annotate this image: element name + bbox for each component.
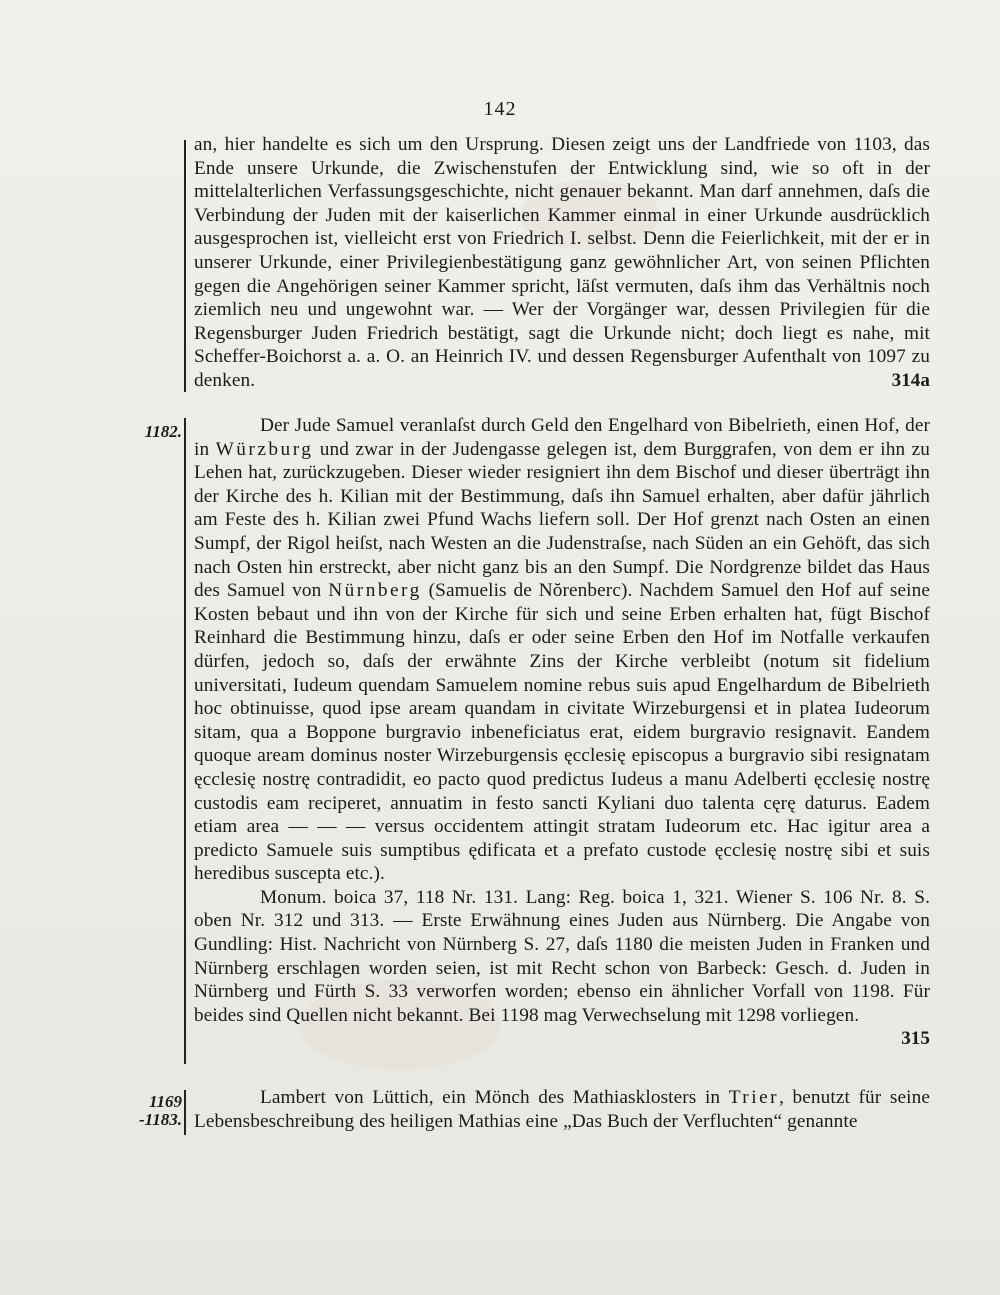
section-314a [194,133,930,393]
section-315 [194,414,930,1051]
place-trier: Trier [728,1087,780,1108]
place-nuernberg: Nürnberg [328,580,422,602]
paragraph-text: an, hier handelte es sich um den Ursprung. Diesen zeigt uns der Landfriede von 1103, das Ende unsere Urkunde, die Zwischenstufen der Entwicklung sind, wie so oft in der mittelalterlichen Verfassungsgeschichte, nicht genauer bekannt. Man darf annehmen, daſs die Verbindung der Juden mit der kaiserlichen Kammer einmal in einer Urkunde ausdrücklich ausgesprochen ist, vielleicht erst von Friedrich I. selbst. Denn die Feierlichkeit, mit der er in unserer Urkunde, einer Privilegienbestätigung ganz gewöhnlicher Art, von seinen Pflichten gegen die Angehörigen seiner Kammer spricht, läſst vermuten, daſs ihm das Verhältnis noch ziemlich neu und ungewohnt war. — Wer der Vorgänger war, dessen Privilegien für die Regensburger Juden Friedrich bestätigt, sagt die Urkunde nicht; doch liegt es nahe, mit Scheffer-Boichorst a. a. O. an Heinrich IV. und dessen Regensburger Aufenthalt von 1097 zu denken. [194,134,930,391]
margin-date-line: 1169 [148,1092,182,1111]
paragraph-text: Der Jude Samuel veranlaſst durch Geld den Engelhard von Bibelrieth, einen Hof, der in [194,415,930,460]
notes-text: Monum. boica 37, 118 Nr. 131. Lang: Reg. boica 1, 321. Wiener S. 106 Nr. 8. S. oben Nr. 312 und 313. — Erste Erwähnung eines Juden aus Nürnberg. Die Angabe von Gundling: Hist. Nachricht von Nürnberg S. 27, daſs 1180 die meisten Juden in Franken und Nürnberg erschlagen worden seien, ist mit Recht schon von Barbeck: Gesch. d. Juden in Nürnberg und Fürth S. 33 verworfen worden; ebenso ein ähnlicher Vorfall von 1198. Für beides sind Quellen nicht bekannt. Bei 1198 mag Verwechselung mit 1298 vorliegen. [194,886,930,1026]
entry-number-314a: 314a [891,369,930,391]
entry-number-315: 315 [901,1028,930,1050]
margin-rule [184,1090,186,1135]
paragraph-315-main [194,414,930,886]
section-316 [194,1086,930,1133]
paragraph-text: , benutzt für seine Lebensbeschreibung des heiligen Mathias eine „Das Buch der Verfluchten“ genannte [194,1087,930,1132]
paragraph-316 [194,1086,930,1133]
place-wuerzburg: Würzburg [215,438,314,460]
margin-date-line: -1183. [139,1110,182,1129]
margin-rule [184,418,186,1064]
margin-date-1169-1183 [118,1093,182,1129]
margin-rule [184,140,186,392]
paragraph-315-notes [194,886,930,1050]
paragraph-314a [194,133,930,393]
margin-date-1182: 1182. [144,422,182,441]
page-number: 142 [483,98,517,120]
paragraph-text: Lambert von Lüttich, ein Mönch des Mathiasklosters in [260,1087,729,1108]
paragraph-text: und zwar in der Judengasse gelegen ist, dem Burggrafen, von dem er ihn zu Lehen hat, zurückzugeben. Dieser wieder resigniert ihn dem Bischof und dieser überträgt ihn der Kirche des h. Kilian mit der Bestimmung, daſs ihn Samuel erhalten, aber dafür jährlich am Feste des h. Kilian zwei Pfund Wachs liefern soll. Der Hof grenzt nach Osten an einen Sumpf, der Rigol heiſst, nach Westen an die Judenstraſse, nach Süden an ein Gehöft, das sich nach Osten hin erstreckt, aber nicht ganz bis an den Sumpf. Die Nordgrenze bildet das Haus des Samuel von [194,438,930,602]
paragraph-text: (Samuelis de Nŏrenberc). Nachdem Samuel den Hof auf seine Kosten bebaut und ihn von der Kirche für sich und seine Erben erhalten hat, fügt Bischof Reinhard die Bestimmung hinzu, daſs er oder seine Erben den Hof im Notfalle verkaufen dürfen, jedoch so, daſs der erwähnte Zins der Kirche verbleibt (notum sit fidelium universitati, Iudeum quendam Samuelem nomine rebus suis apud Engelhardum de Bibelrieth hoc obtinuisse, quod ipse aream quandam in civitate Wirzeburgensi et in platea Iudeorum sitam, qua a Boppone burgravio inbeneficiatus erat, eidem burgravio resignavit. Eandem quoque aream dominus noster Wirzeburgensis ęcclesię episcopus a burgravio sibi resignatam ęcclesię nostrę contradidit, eo pacto quod predictus Iudeus a manu Adelberti ęcclesię nostrę custodis eam reciperet, annuatim in festo sancti Kyliani duo talenta cęrę daturus. Eadem etiam area — — — versus occidentem attingit stratam Iudeorum etc. Hac igitur area a predicto Samuele suis sumptibus ędificata et a prefato custode ęcclesię nostrę sibi et suis heredibus suscepta etc.). [194,580,931,885]
